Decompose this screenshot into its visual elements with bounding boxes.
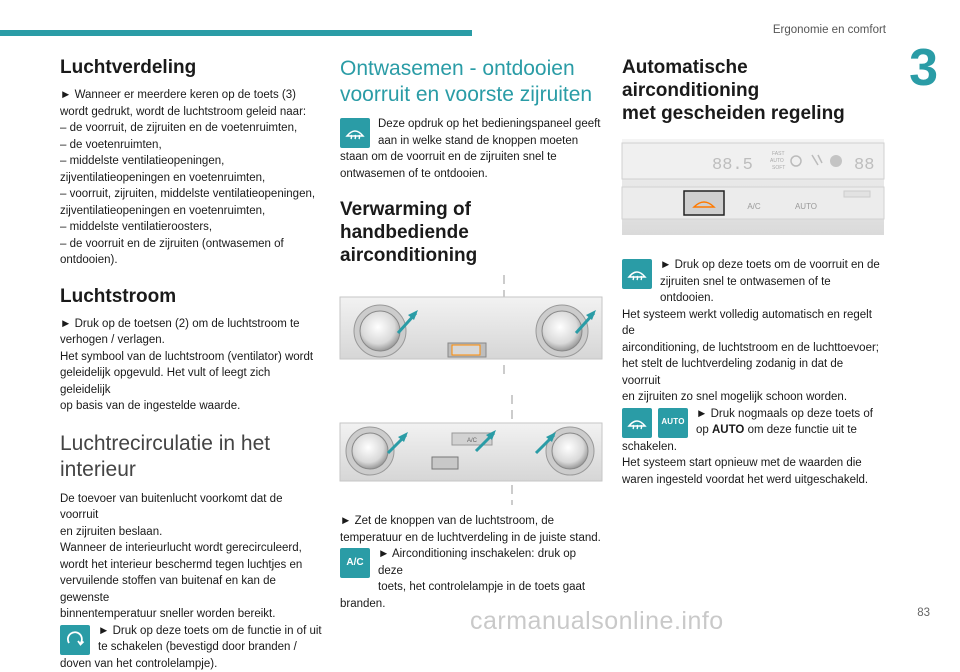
luchtstroom-body bbox=[60, 316, 322, 415]
text-line: Het systeem start opnieuw met de waarden die bbox=[622, 455, 884, 472]
text-line: – de voetenruimten, bbox=[60, 137, 322, 154]
heading-line: Luchtrecirculatie in het bbox=[60, 431, 322, 457]
windshield-defrost-icon bbox=[622, 408, 652, 438]
text-line: ► Druk nogmaals op deze toets of bbox=[696, 406, 873, 423]
text-line: Het symbool van de luchtstroom (ventilator) wordt bbox=[60, 349, 322, 366]
text-line: – de voorruit en de zijruiten (ontwasemen of bbox=[60, 236, 322, 253]
heading-verwarming bbox=[340, 198, 603, 267]
text-fragment: om deze functie uit te bbox=[744, 424, 857, 436]
section-title: Ergonomie en comfort bbox=[773, 24, 886, 36]
text-line: ► Druk op deze toets om de functie in of uit bbox=[98, 623, 322, 640]
text-line: aan in welke stand de knoppen moeten bbox=[378, 133, 601, 150]
luchtverdeling-body bbox=[60, 87, 322, 269]
ontwasemen-instruction bbox=[340, 116, 603, 149]
text-line: zijruiten snel te ontwasemen of te ontdooien. bbox=[660, 274, 884, 307]
column-middle bbox=[340, 56, 603, 612]
manual-ac-panel-illustration bbox=[340, 275, 602, 507]
ac-icon: A/C bbox=[340, 548, 370, 578]
text-line: te schakelen (bevestigd door branden / bbox=[98, 639, 322, 656]
heading-luchtstroom: Luchtstroom bbox=[60, 285, 322, 308]
text-line: op basis van de ingestelde waarde. bbox=[60, 398, 322, 415]
watermark: carmanualsonline.info bbox=[470, 607, 724, 636]
recirculatie-instruction bbox=[60, 623, 322, 656]
heading-luchtverdeling: Luchtverdeling bbox=[60, 56, 322, 79]
recirculation-icon bbox=[60, 625, 90, 655]
text-line: Het systeem werkt volledig automatisch en regelt de bbox=[622, 307, 884, 340]
heading-line: voorruit en voorste zijruiten bbox=[340, 82, 603, 108]
text-line bbox=[696, 422, 873, 439]
auto-defrost-instruction bbox=[622, 257, 884, 307]
manual-ac-panel-drawing bbox=[340, 275, 602, 507]
heading-line: Ontwasemen - ontdooien bbox=[340, 56, 603, 82]
text-line: wordt het interieur beschermd tegen luchtjes en bbox=[60, 557, 322, 574]
text-line: doven van het controlelampje). bbox=[60, 656, 322, 672]
text-line: ► Druk op de toetsen (2) om de luchtstroom te bbox=[60, 316, 322, 333]
auto-keyword: AUTO bbox=[712, 424, 744, 436]
display-right: 88 bbox=[854, 156, 874, 175]
display-left: 88.5 bbox=[712, 156, 753, 175]
text-line: – middelste ventilatieroosters, bbox=[60, 219, 322, 236]
text-fragment: op bbox=[696, 424, 712, 436]
text-line: het stelt de luchtverdeling zodanig in dat de voorruit bbox=[622, 356, 884, 389]
text-line: staan om de voorruit en de zijruiten snel te bbox=[340, 149, 603, 166]
text-line: en zijruiten beslaan. bbox=[60, 524, 322, 541]
heading-ontwasemen bbox=[340, 56, 603, 108]
header-accent-bar bbox=[0, 30, 472, 36]
auto-off-instruction bbox=[622, 406, 884, 439]
text-line: ontwasemen of te ontdooien. bbox=[340, 166, 603, 183]
text-line: Wanneer de interieurlucht wordt gerecirculeerd, bbox=[60, 540, 322, 557]
automatisch-body bbox=[622, 307, 884, 406]
heading-line: airconditioning bbox=[340, 244, 603, 267]
display-fast: FAST bbox=[772, 151, 785, 157]
display-soft: SOFT bbox=[772, 165, 785, 171]
panel-ac-label: A/C bbox=[467, 438, 478, 444]
text-line: branden. bbox=[340, 596, 603, 613]
panel-auto-button-label: AUTO bbox=[795, 202, 817, 211]
chapter-number: 3 bbox=[909, 42, 938, 94]
text-line: schakelen. bbox=[622, 439, 884, 456]
windshield-defrost-icon bbox=[622, 259, 652, 289]
auto-ac-panel-drawing bbox=[622, 139, 884, 235]
heading-line: Automatische airconditioning bbox=[622, 56, 884, 102]
display-auto: AUTO bbox=[770, 158, 784, 164]
automatisch-body-2 bbox=[622, 439, 884, 489]
auto-icon: AUTO bbox=[658, 408, 688, 438]
text-line: temperatuur en de luchtverdeling in de juiste stand. bbox=[340, 530, 603, 547]
text-line: airconditioning, de luchtstroom en de luchttoevoer; bbox=[622, 340, 884, 357]
heading-line: Verwarming of handbediende bbox=[340, 198, 603, 244]
text-line: zijventilatieopeningen en voetenruimten, bbox=[60, 203, 322, 220]
heading-line: interieur bbox=[60, 457, 322, 483]
text-line: ► Wanneer er meerdere keren op de toets (3) bbox=[60, 87, 322, 104]
text-line: ► Airconditioning inschakelen: druk op deze bbox=[378, 546, 603, 579]
text-line: – middelste ventilatieopeningen, bbox=[60, 153, 322, 170]
text-line: De toevoer van buitenlucht voorkomt dat de voorruit bbox=[60, 491, 322, 524]
text-line: en zijruiten zo snel mogelijk schoon worden. bbox=[622, 389, 884, 406]
heading-automatische-airco bbox=[622, 56, 884, 125]
auto-ac-panel-illustration bbox=[622, 139, 884, 235]
panel-ac-button-label: A/C bbox=[747, 202, 761, 211]
text-line: ► Druk op deze toets om de voorruit en de bbox=[660, 257, 884, 274]
text-line: toets, het controlelampje in de toets gaat bbox=[378, 579, 603, 596]
text-line: Deze opdruk op het bedieningspaneel geeft bbox=[378, 116, 601, 133]
heading-luchtrecirculatie bbox=[60, 431, 322, 483]
text-line: ► Zet de knoppen van de luchtstroom, de bbox=[340, 513, 603, 530]
verwarming-body bbox=[340, 513, 603, 546]
recirculatie-body bbox=[60, 491, 322, 623]
text-line: wordt gedrukt, wordt de luchtstroom geleid naar: bbox=[60, 104, 322, 121]
column-right bbox=[622, 56, 884, 488]
text-line: – voorruit, zijruiten, middelste ventilatieopeningen, bbox=[60, 186, 322, 203]
ac-instruction bbox=[340, 546, 603, 596]
page-number: 83 bbox=[917, 607, 930, 619]
text-line: binnentemperatuur sneller worden bereikt. bbox=[60, 606, 322, 623]
windshield-defrost-icon bbox=[340, 118, 370, 148]
text-line: verhogen / verlagen. bbox=[60, 332, 322, 349]
column-left bbox=[60, 56, 322, 672]
text-line: ontdooien). bbox=[60, 252, 322, 269]
text-line: geleidelijk opgevuld. Het vult of leegt zich geleidelijk bbox=[60, 365, 322, 398]
text-line: zijventilatieopeningen en voetenruimten, bbox=[60, 170, 322, 187]
text-line: – de voorruit, de zijruiten en de voetenruimten, bbox=[60, 120, 322, 137]
heading-line: met gescheiden regeling bbox=[622, 102, 884, 125]
text-line: waren ingesteld voordat het werd uitgeschakeld. bbox=[622, 472, 884, 489]
text-line: vervuilende stoffen van buitenaf en kan de gewenste bbox=[60, 573, 322, 606]
